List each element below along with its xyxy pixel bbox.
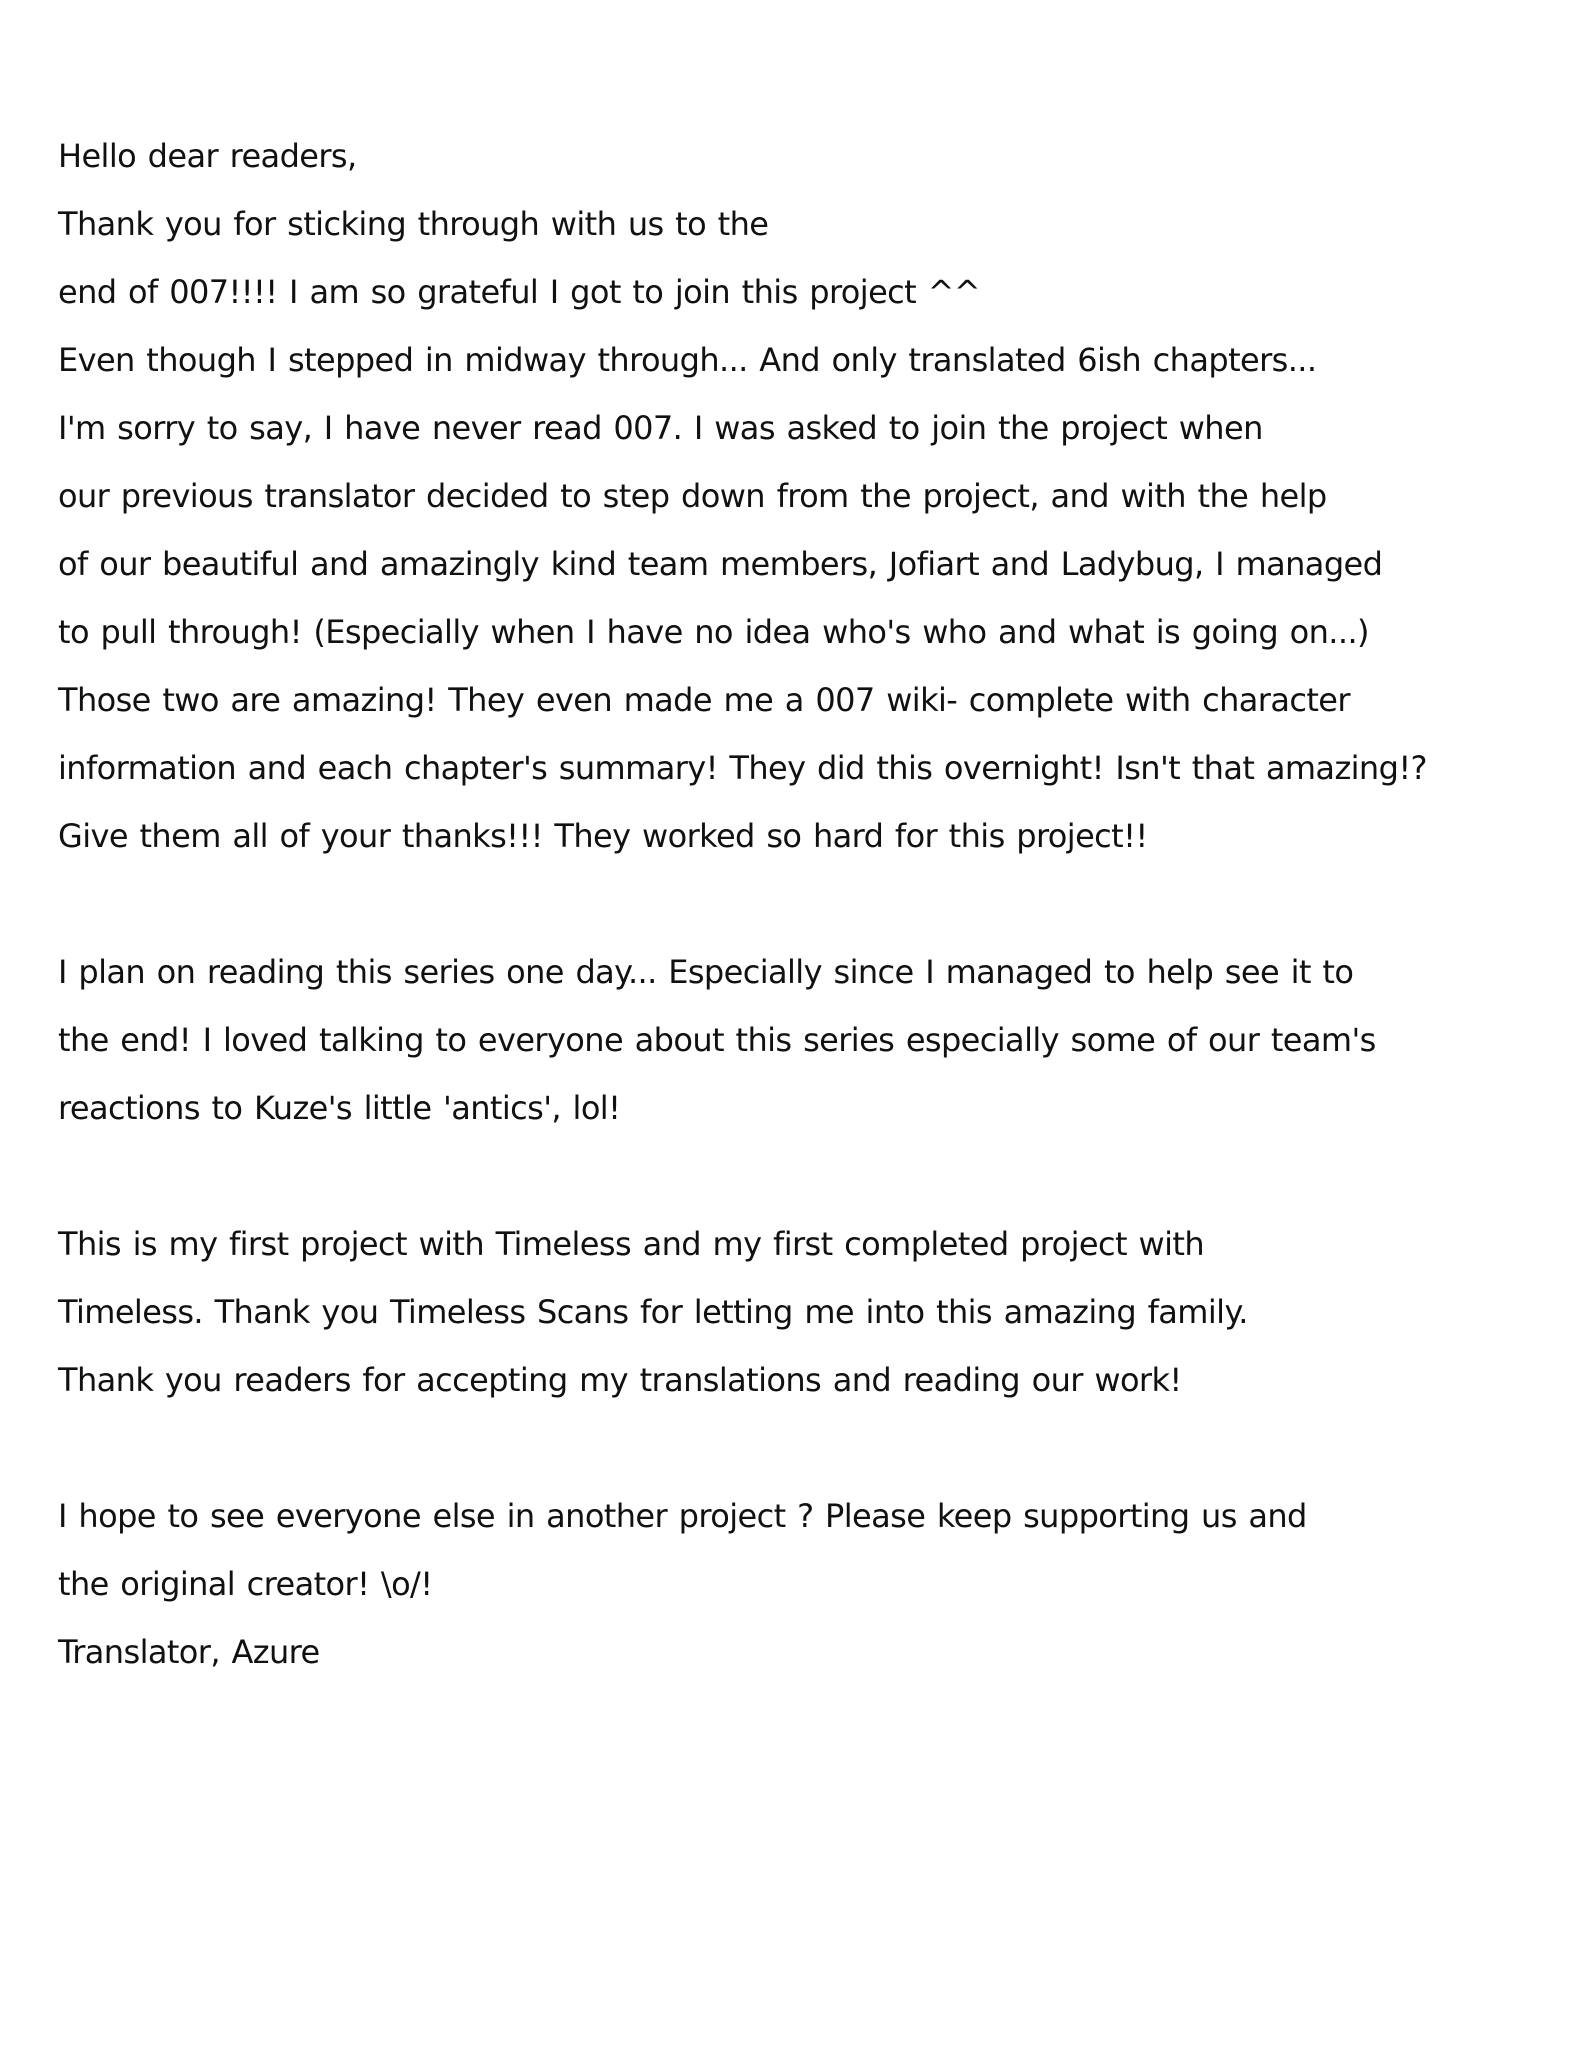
paragraph-spacer: [58, 870, 1498, 938]
letter-line: Thank you for sticking through with us to the: [58, 205, 769, 243]
letter-line: our previous translator decided to step down from the project, and with the help: [58, 477, 1327, 515]
letter-line: Give them all of your thanks!!! They worked so hard for this project!!: [58, 817, 1148, 855]
letter-line: of our beautiful and amazingly kind team members, Jofiart and Ladybug, I managed: [58, 545, 1383, 583]
letter-line: the end! I loved talking to everyone about this series especially some of our team's: [58, 1021, 1376, 1059]
translator-letter: [58, 122, 1498, 1686]
letter-line: information and each chapter's summary! They did this overnight! Isn't that amazing!?: [58, 749, 1427, 787]
signature: Translator, Azure: [58, 1633, 320, 1671]
letter-line: I plan on reading this series one day... Especially since I managed to help see it to: [58, 953, 1354, 991]
letter-line: to pull through! (Especially when I have no idea who's who and what is going on...): [58, 613, 1369, 651]
letter-line: I'm sorry to say, I have never read 007. I was asked to join the project when: [58, 409, 1263, 447]
letter-line: Even though I stepped in midway through... And only translated 6ish chapters...: [58, 341, 1317, 379]
letter-line: Timeless. Thank you Timeless Scans for letting me into this amazing family.: [58, 1293, 1248, 1331]
letter-line: Those two are amazing! They even made me a 007 wiki- complete with character: [58, 681, 1350, 719]
letter-line: This is my first project with Timeless and my first completed project with: [58, 1225, 1205, 1263]
letter-line: Thank you readers for accepting my translations and reading our work!: [58, 1361, 1182, 1399]
letter-line: the original creator! \o/!: [58, 1565, 433, 1603]
letter-line: I hope to see everyone else in another project ? Please keep supporting us and: [58, 1497, 1307, 1535]
greeting: Hello dear readers,: [58, 137, 357, 175]
paragraph-spacer: [58, 1142, 1498, 1210]
letter-line: end of 007!!!! I am so grateful I got to join this project ^^: [58, 273, 981, 311]
letter-line: reactions to Kuze's little 'antics', lol!: [58, 1089, 621, 1127]
paragraph-spacer: [58, 1414, 1498, 1482]
